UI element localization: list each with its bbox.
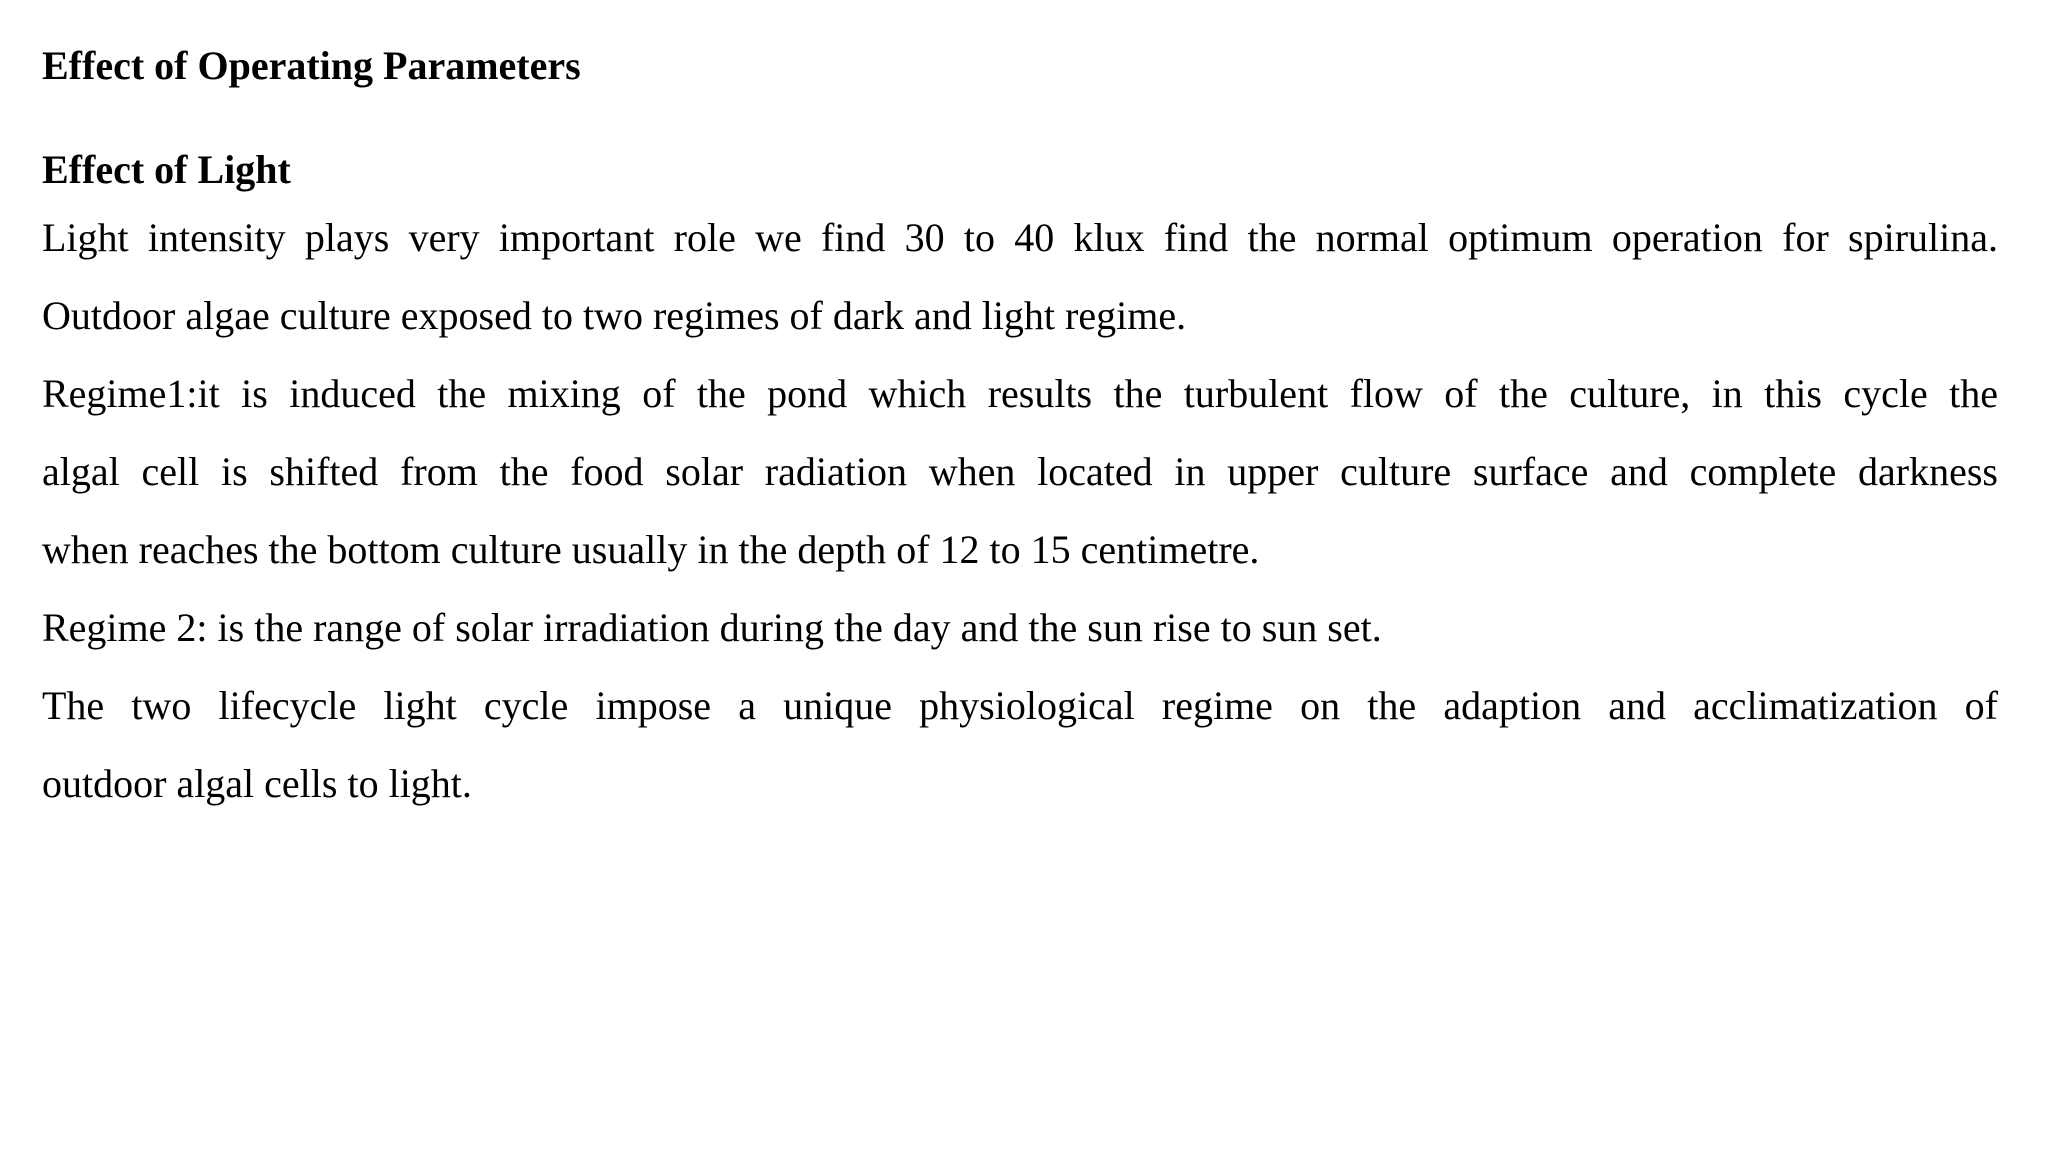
body-line: Light intensity plays very important role we find 30 to 40 klux find the normal optimum operation for spirulina. — [42, 215, 1998, 260]
body-line: algal cell is shifted from the food solar radiation when located in upper culture surface and complete darkness — [42, 449, 1998, 494]
body-line: Regime 2: is the range of solar irradiation during the day and the sun rise to sun set. — [42, 605, 1382, 650]
body-line: The two lifecycle light cycle impose a unique physiological regime on the adaption and acclimatization of — [42, 683, 1998, 728]
body-line: when reaches the bottom culture usually in the depth of 12 to 15 centimetre. — [42, 527, 1260, 572]
body-line: Regime1:it is induced the mixing of the pond which results the turbulent flow of the culture, in this cycle the — [42, 371, 1998, 416]
body-line: outdoor algal cells to light. — [42, 761, 472, 806]
page-title: Effect of Operating Parameters — [42, 43, 581, 88]
section-heading: Effect of Light — [42, 147, 291, 192]
body-line: Outdoor algae culture exposed to two regimes of dark and light regime. — [42, 293, 1187, 338]
